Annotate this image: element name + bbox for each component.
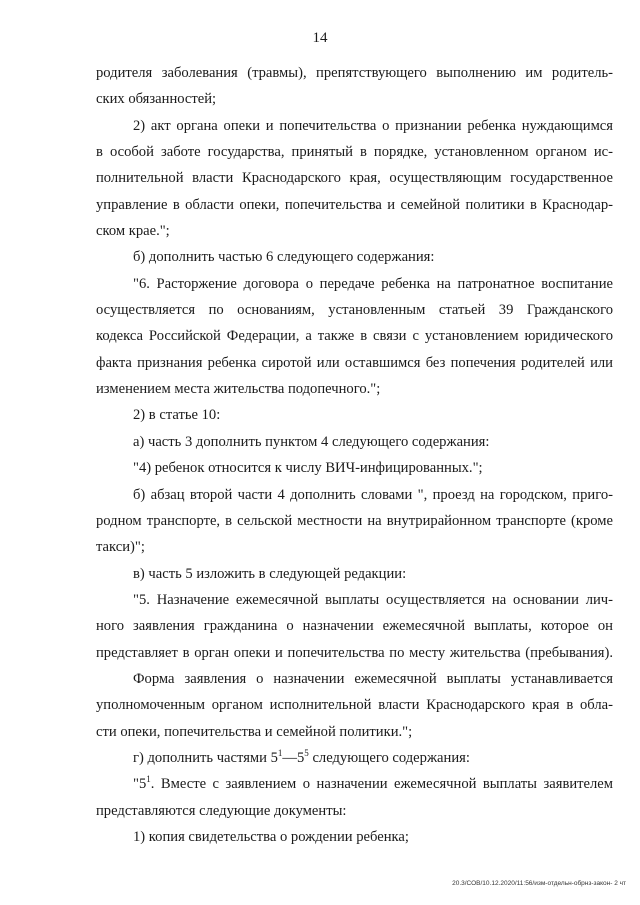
document-body (96, 60, 613, 850)
text-line: управление в области опеки, попечительства и семейной политики в Краснодар- (96, 196, 613, 213)
text-line: "4) ребенок относится к числу ВИЧ-инфицированных."; (133, 460, 483, 477)
footer-stamp: 20.3/СОВ/10.12.2020/11:56/изм-отдельн-обрнз-закон- 2 чт (452, 880, 626, 887)
text-line: ного заявления гражданина о назначении ежемесячной выплаты, которое он (96, 618, 613, 635)
text-line: сти опеки, попечительства и семейной политики."; (96, 723, 413, 740)
text-line-superscript: г) дополнить частями $5^1—5^5$ следующего содержания: (133, 747, 470, 766)
text-line: факта признания ребенка сиротой или оставшимся без попечения родителей или (96, 354, 613, 371)
text-line: ском крае."; (96, 223, 170, 240)
text-line: осуществляется по основаниям, установленным статьей 39 Гражданского (96, 302, 613, 319)
text-line: представляются следующие документы: (96, 802, 347, 819)
text-line: кодекса Российской Федерации, а также в связи с установлением юридического (96, 328, 613, 345)
text-line-superscript: "$5^1$. Вместе с заявлением о назначении ежемесячной выплаты заявителем (133, 774, 613, 793)
text-line: в) часть 5 изложить в следующей редакции: (133, 565, 407, 582)
text-line: "6. Расторжение договора о передаче ребенка на патронатное воспитание (133, 275, 613, 292)
text-line: представляет в орган опеки и попечительства по месту жительства (пребывания). (96, 644, 613, 661)
text-line: б) абзац второй части 4 дополнить словами ", проезд на городском, приго- (133, 486, 613, 503)
text-line: в особой заботе государства, принятый в порядке, установленном органом ис- (96, 144, 613, 161)
text-line: 1) копия свидетельства о рождении ребенка; (133, 828, 409, 845)
page-number: 14 (312, 30, 328, 46)
text-line: родном транспорте, в сельской местности на внутрирайонном транспорте (кроме (96, 512, 613, 529)
text-line: полнительной власти Краснодарского края, осуществляющим государственное (96, 170, 613, 187)
text-line: родителя заболевания (травмы), препятствующего выполнению им родитель- (96, 65, 613, 81)
text-line: Форма заявления о назначении ежемесячной выплаты устанавливается (133, 670, 613, 687)
text-line: а) часть 3 дополнить пунктом 4 следующего содержания: (133, 433, 490, 450)
text-line: такси)"; (96, 539, 145, 556)
text-line: изменением места жительства подопечного."; (96, 381, 381, 398)
text-line: уполномоченным органом исполнительной власти Краснодарского края в обла- (96, 697, 613, 714)
text-line: 2) в статье 10: (133, 407, 221, 424)
text-line: 2) акт органа опеки и попечительства о признании ребенка нуждающимся (133, 117, 613, 134)
text-line: "5. Назначение ежемесячной выплаты осуществляется на основании лич- (133, 591, 613, 608)
text-line: ских обязанностей; (96, 91, 217, 108)
text-line: б) дополнить частью 6 следующего содержания: (133, 249, 435, 266)
